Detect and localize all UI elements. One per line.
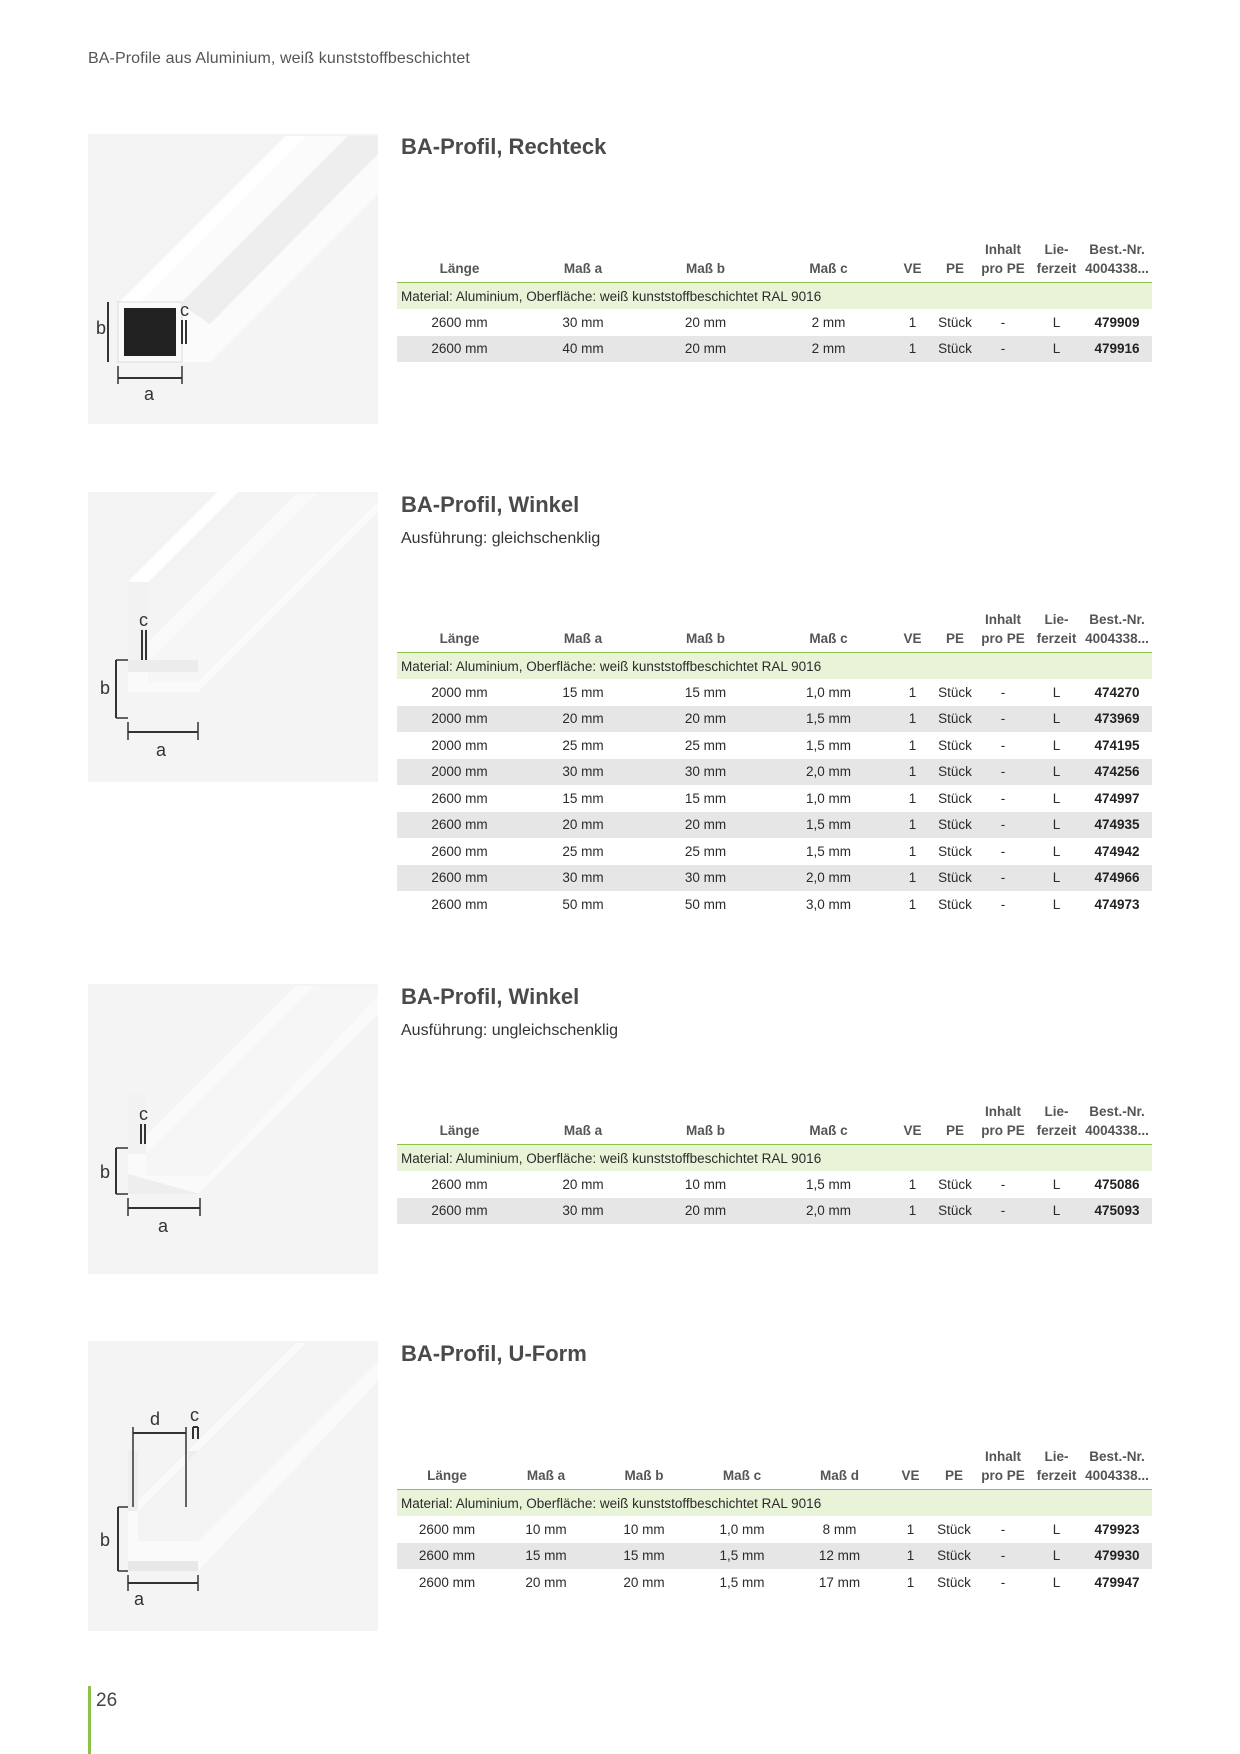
dim-label-a: a bbox=[158, 1216, 169, 1236]
col-header-bestnr: Best.-Nr. 4004338... bbox=[1085, 1104, 1149, 1138]
material-row: Material: Aluminium, Oberfläche: weiß kunststoffbeschichtet RAL 9016 bbox=[397, 283, 1152, 310]
col-header-bestnr: Best.-Nr. 4004338... bbox=[1085, 1449, 1149, 1483]
table-row: 2600 mm 40 mm 20 mm 2 mm 1 Stück - L 479916 bbox=[397, 336, 1152, 363]
col-header-laenge: Länge bbox=[439, 261, 480, 276]
dim-label-b: b bbox=[100, 1530, 111, 1550]
product-image-u-form bbox=[88, 1341, 378, 1631]
col-header-laenge: Länge bbox=[439, 631, 480, 646]
col-header-mass-d: Maß d bbox=[820, 1468, 859, 1483]
col-header-laenge: Länge bbox=[427, 1468, 467, 1483]
section-u-form bbox=[0, 1341, 1240, 1641]
dim-label-b: b bbox=[100, 678, 111, 698]
material-row: Material: Aluminium, Oberfläche: weiß kunststoffbeschichtet RAL 9016 bbox=[397, 653, 1152, 680]
col-header-mass-b: Maß b bbox=[686, 631, 725, 646]
col-header-mass-b: Maß b bbox=[624, 1468, 664, 1483]
col-header-inhalt: Inhalt pro PE bbox=[981, 612, 1025, 646]
col-header-ve: VE bbox=[901, 1468, 920, 1483]
product-image-winkel-ungleich bbox=[88, 984, 378, 1274]
section-title: BA-Profil, Winkel bbox=[401, 492, 580, 517]
section-title: BA-Profil, Winkel bbox=[401, 984, 580, 1009]
table-row: 2600 mm 20 mm 10 mm 1,5 mm 1 Stück - L 475086 bbox=[431, 1176, 1140, 1192]
table-row: 2600 mm 15 mm 15 mm 1,0 mm 1 Stück - L 474997 bbox=[431, 790, 1140, 806]
section-subtitle: Ausführung: ungleichschenklig bbox=[401, 1022, 619, 1039]
spec-table bbox=[397, 1102, 1152, 1224]
col-header-pe: PE bbox=[945, 261, 964, 276]
col-header-inhalt: Inhalt pro PE bbox=[981, 1449, 1025, 1483]
dim-label-a: a bbox=[156, 740, 167, 760]
col-header-inhalt: Inhalt pro PE bbox=[981, 242, 1025, 276]
section-rechteck bbox=[0, 134, 1240, 434]
section-title: BA-Profil, U-Form bbox=[401, 1341, 587, 1366]
table-row: 2600 mm 30 mm 30 mm 2,0 mm 1 Stück - L 474966 bbox=[397, 865, 1152, 892]
table-row: 2000 mm 30 mm 30 mm 2,0 mm 1 Stück - L 474256 bbox=[397, 759, 1152, 786]
dim-label-d: d bbox=[150, 1409, 161, 1429]
dim-label-a: a bbox=[134, 1589, 145, 1609]
table-row: 2600 mm 20 mm 20 mm 1,5 mm 1 Stück - L 474935 bbox=[397, 812, 1152, 839]
table-row: 2600 mm 50 mm 50 mm 3,0 mm 1 Stück - L 474973 bbox=[431, 896, 1140, 912]
table-row: 2600 mm 15 mm 15 mm 1,5 mm 12 mm 1 Stück - L 479930 bbox=[397, 1543, 1152, 1570]
col-header-laenge: Länge bbox=[439, 1123, 480, 1138]
section-title: BA-Profil, Rechteck bbox=[401, 134, 607, 159]
col-header-mass-a: Maß a bbox=[563, 1123, 603, 1138]
col-header-inhalt: Inhalt pro PE bbox=[981, 1104, 1025, 1138]
dim-label-b: b bbox=[100, 1162, 111, 1182]
page-number: 26 bbox=[96, 1690, 118, 1711]
table-row: 2600 mm 10 mm 10 mm 1,0 mm 8 mm 1 Stück - L 479923 bbox=[418, 1521, 1140, 1537]
col-header-mass-a: Maß a bbox=[563, 631, 603, 646]
col-header-mass-b: Maß b bbox=[686, 261, 725, 276]
col-header-bestnr: Best.-Nr. 4004338... bbox=[1085, 242, 1149, 276]
spec-table bbox=[397, 1447, 1152, 1596]
col-header-mass-a: Maß a bbox=[526, 1468, 566, 1483]
material-row: Material: Aluminium, Oberfläche: weiß kunststoffbeschichtet RAL 9016 bbox=[397, 1145, 1152, 1172]
dim-label-c: c bbox=[190, 1405, 199, 1425]
col-header-ve: VE bbox=[903, 261, 922, 276]
table-row: 2600 mm 30 mm 20 mm 2,0 mm 1 Stück - L 475093 bbox=[397, 1198, 1152, 1225]
running-head: BA-Profile aus Aluminium, weiß kunststoffbeschichtet bbox=[88, 50, 470, 67]
product-image-winkel-gleich bbox=[88, 492, 378, 782]
section-winkel-gleichschenklig bbox=[0, 492, 1240, 912]
col-header-bestnr: Best.-Nr. 4004338... bbox=[1085, 612, 1149, 646]
dim-label-a: a bbox=[144, 384, 155, 404]
spec-table bbox=[397, 610, 1152, 918]
col-header-lieferzeit: Lie- ferzeit bbox=[1036, 1449, 1077, 1483]
col-header-pe: PE bbox=[945, 1123, 964, 1138]
dim-label-b: b bbox=[96, 318, 107, 338]
col-header-mass-c: Maß c bbox=[722, 1468, 762, 1483]
dim-label-c: c bbox=[139, 610, 148, 630]
material-row: Material: Aluminium, Oberfläche: weiß kunststoffbeschichtet RAL 9016 bbox=[397, 1490, 1152, 1517]
product-image-rechteck bbox=[88, 134, 378, 424]
dim-label-c: c bbox=[180, 300, 189, 320]
table-row: 2000 mm 15 mm 15 mm 1,0 mm 1 Stück - L 474270 bbox=[431, 684, 1140, 700]
col-header-lieferzeit: Lie- ferzeit bbox=[1036, 612, 1077, 646]
col-header-ve: VE bbox=[903, 631, 922, 646]
col-header-lieferzeit: Lie- ferzeit bbox=[1036, 242, 1077, 276]
table-row: 2000 mm 20 mm 20 mm 1,5 mm 1 Stück - L 473969 bbox=[397, 706, 1152, 733]
section-subtitle: Ausführung: gleichschenklig bbox=[401, 530, 601, 547]
col-header-ve: VE bbox=[903, 1123, 922, 1138]
col-header-pe: PE bbox=[945, 631, 964, 646]
table-row: 2600 mm 25 mm 25 mm 1,5 mm 1 Stück - L 474942 bbox=[431, 843, 1140, 859]
col-header-mass-c: Maß c bbox=[809, 261, 848, 276]
dim-label-c: c bbox=[139, 1104, 148, 1124]
table-row: 2600 mm 30 mm 20 mm 2 mm 1 Stück - L 479909 bbox=[431, 314, 1140, 330]
col-header-mass-a: Maß a bbox=[563, 261, 603, 276]
footer-accent-rule bbox=[88, 1686, 91, 1754]
col-header-mass-c: Maß c bbox=[809, 1123, 848, 1138]
table-row: 2600 mm 20 mm 20 mm 1,5 mm 17 mm 1 Stück - L 479947 bbox=[418, 1574, 1140, 1590]
spec-table bbox=[397, 240, 1152, 362]
col-header-pe: PE bbox=[944, 1468, 963, 1483]
col-header-mass-c: Maß c bbox=[809, 631, 848, 646]
col-header-lieferzeit: Lie- ferzeit bbox=[1036, 1104, 1077, 1138]
table-row: 2000 mm 25 mm 25 mm 1,5 mm 1 Stück - L 474195 bbox=[431, 737, 1140, 753]
section-winkel-ungleichschenklig bbox=[0, 984, 1240, 1284]
col-header-mass-b: Maß b bbox=[686, 1123, 725, 1138]
